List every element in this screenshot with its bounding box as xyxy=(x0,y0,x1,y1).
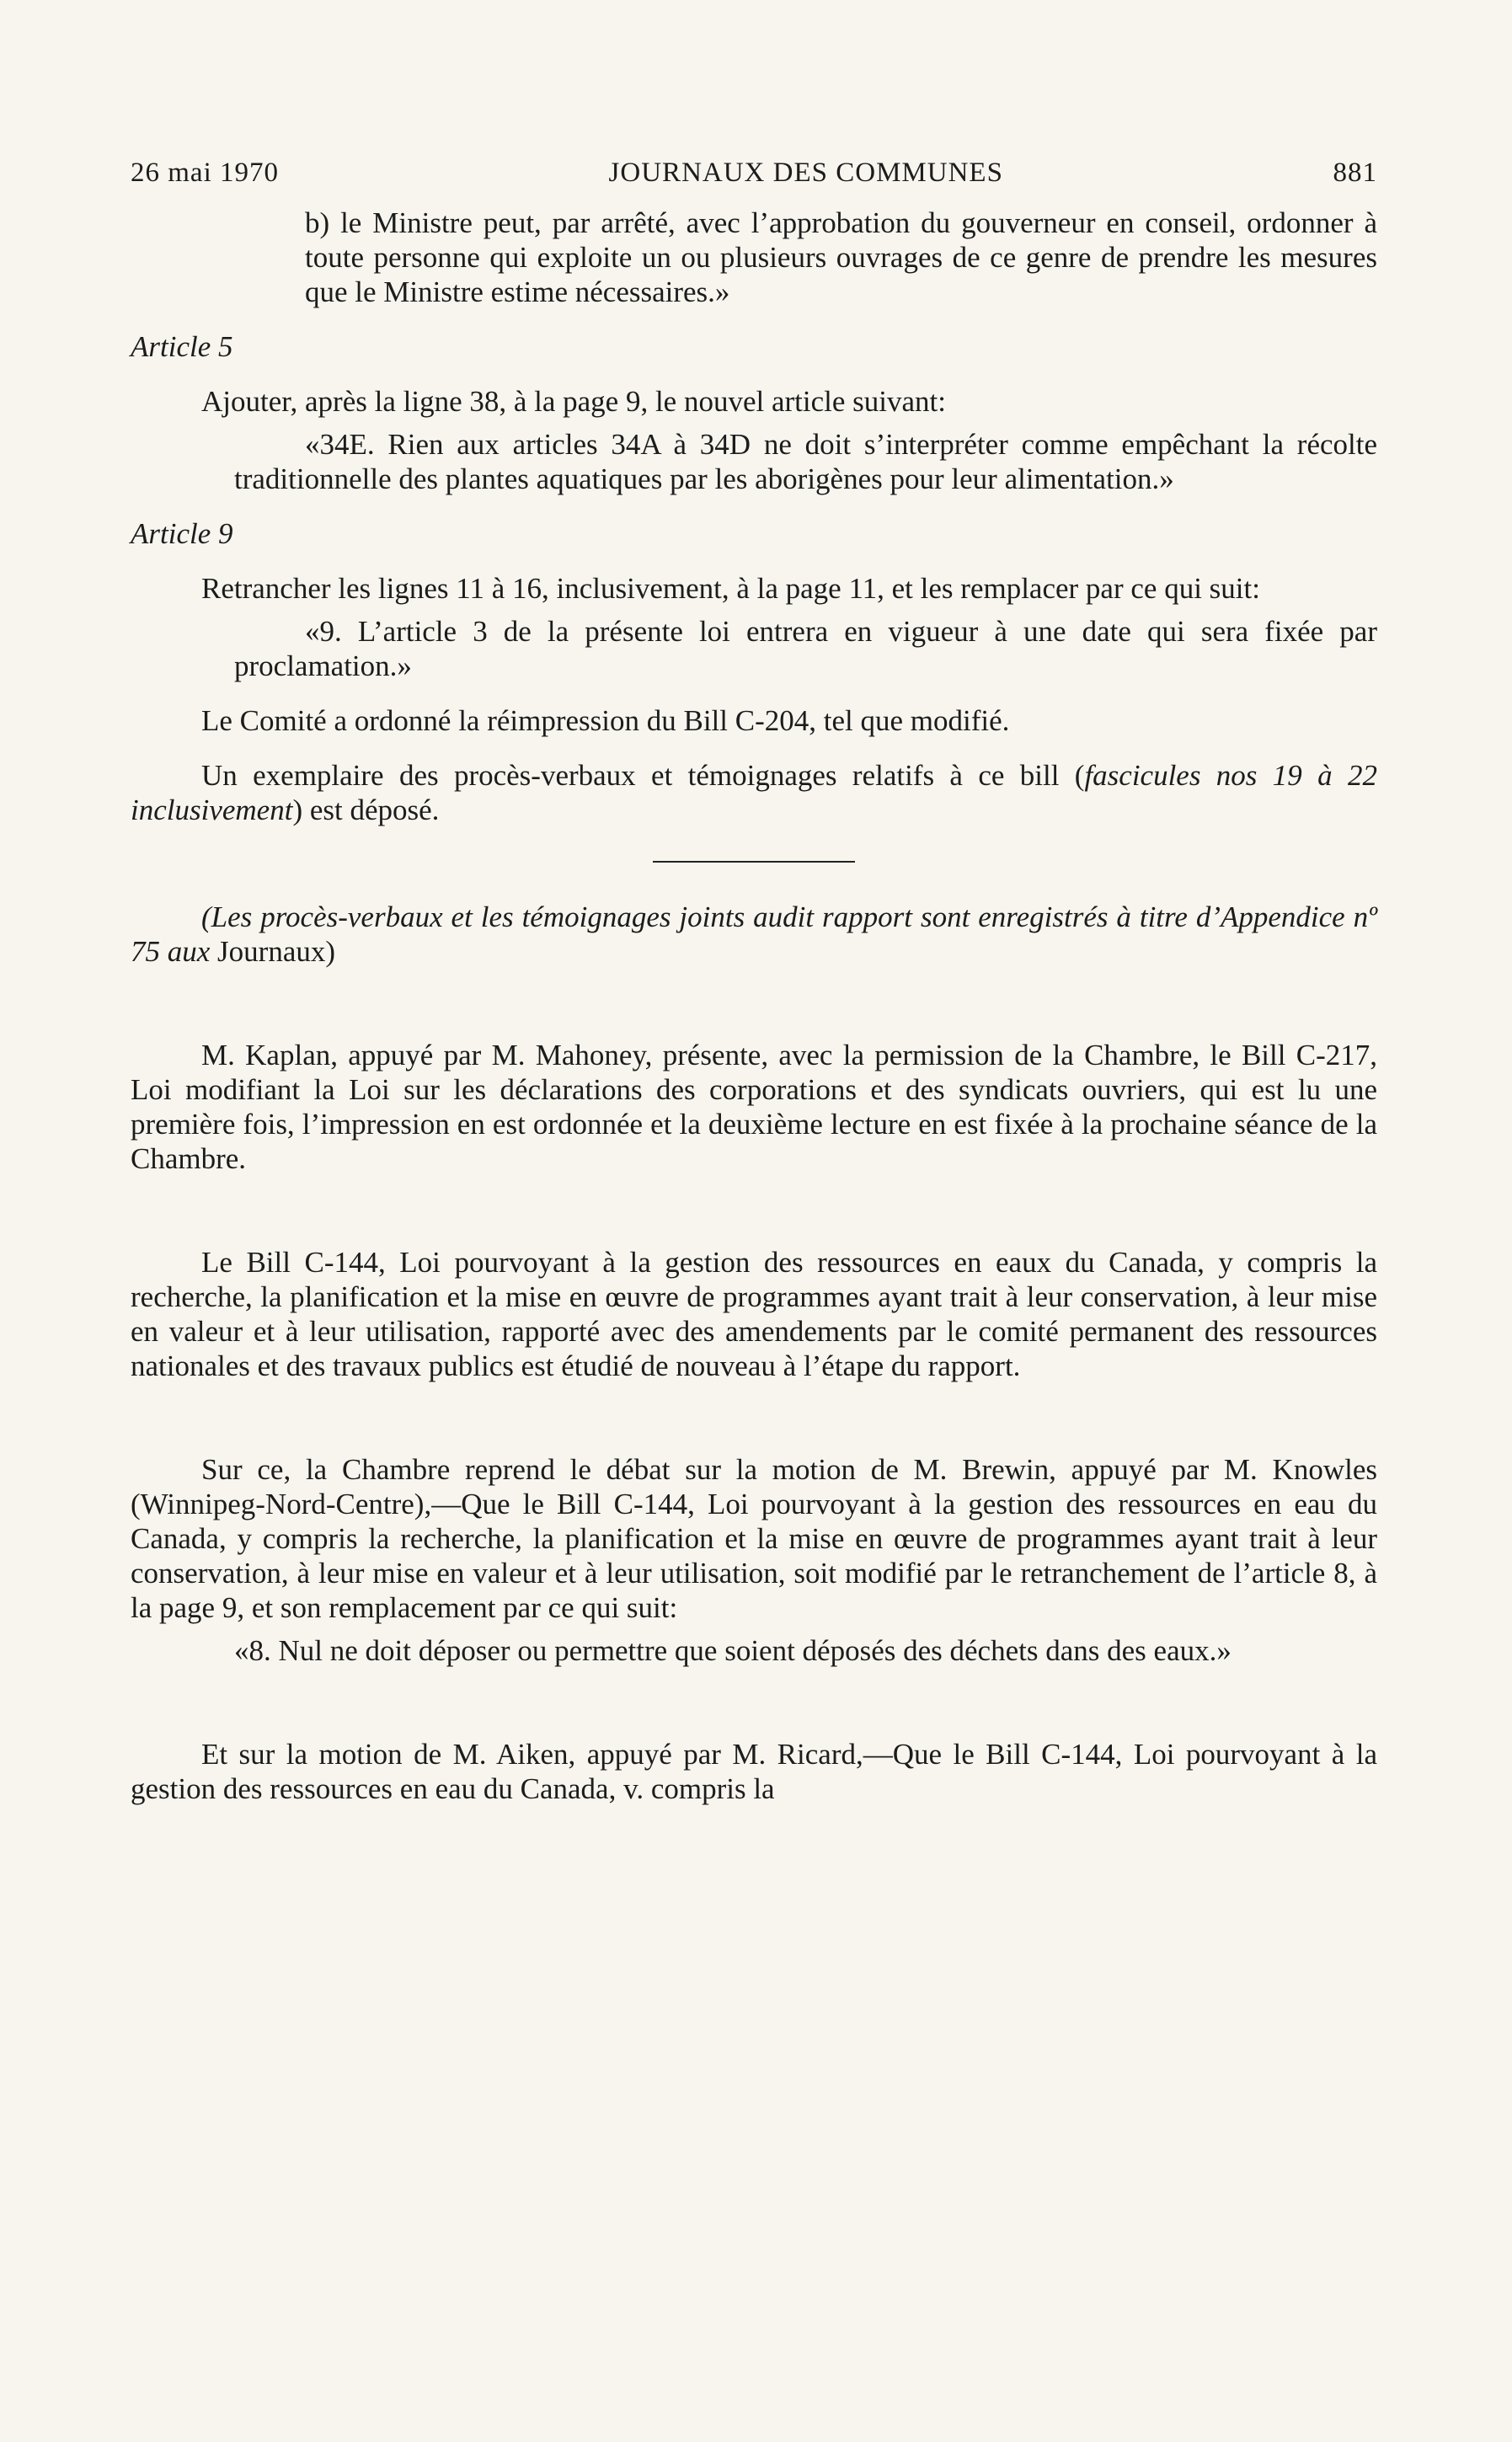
article-5-quote-text: «34E. Rien aux articles 34A à 34D ne doit s’interpréter comme empêchant la récolte traditionnelle des plantes aquatiques par les aborigènes pour leur alimentation.» xyxy=(234,428,1377,495)
article-5-quote xyxy=(234,427,1377,496)
article-5-text: Ajouter, après la ligne 38, à la page 9, le nouvel article suivant: xyxy=(201,385,946,418)
deposit-text-end: ) est déposé. xyxy=(292,794,440,826)
header-title: JOURNAUX DES COMMUNES xyxy=(608,158,1003,188)
journal-page xyxy=(131,156,1377,1806)
appendix-note xyxy=(131,900,1377,969)
brewin-motion-quote: «8. Nul ne doit déposer ou permettre que soient déposés des déchets dans des eaux.» xyxy=(234,1634,1232,1667)
brewin-motion-paragraph: Sur ce, la Chambre reprend le débat sur la motion de M. Brewin, appuyé par M. Knowles (Winnipeg-Nord-Centre),—Que le Bill C-144, Loi pourvoyant à la gestion des ressources en eau du Canada, y compris la recherche, la planification et la mise en œuvre de programmes ayant trait à leur conservation, à leur mise en valeur et à leur utilisation, soit modifié par le retranchement de l’article 8, à la page 9, et son remplacement par ce qui suit: xyxy=(131,1453,1377,1624)
article-5-heading: Article 5 xyxy=(131,330,233,363)
deposit-text-italic: fascicules nos 19 à 22 inclusivement xyxy=(131,759,1377,826)
reprint-paragraph: Le Comité a ordonné la réimpression du Bill C-204, tel que modifié. xyxy=(201,704,1010,737)
paragraph-item-b: b) le Ministre peut, par arrêté, avec l’approbation du gouverneur en conseil, ordonner à toute personne qui exploite un ou plusieurs ouvrages de ce genre de prendre les mesures que le Ministre estime nécessaires.» xyxy=(305,206,1377,308)
section-divider xyxy=(653,861,855,863)
aiken-motion-paragraph: Et sur la motion de M. Aiken, appuyé par M. Ricard,—Que le Bill C-144, Loi pourvoyant à la gestion des ressources en eau du Canada, v. compris la xyxy=(131,1738,1377,1805)
bill-c144-paragraph: Le Bill C-144, Loi pourvoyant à la gestion des ressources en eaux du Canada, y compris la recherche, la planification et la mise en œuvre de programmes ayant trait à leur conservation, à leur mise en valeur et à leur utilisation, rapporté avec des amendements par le comité permanent des ressources nationales et des travaux publics est étudié de nouveau à l’étape du rapport. xyxy=(131,1246,1377,1382)
page-header xyxy=(131,156,1377,190)
deposit-paragraph xyxy=(131,758,1377,827)
article-9-quote xyxy=(234,614,1377,683)
appendix-note-italic: (Les procès-verbaux et les témoignages joints audit rapport sont enregistrés à titre d’Appendice nº 75 aux xyxy=(131,900,1377,968)
article-9-text: Retrancher les lignes 11 à 16, inclusivement, à la page 11, et les remplacer par ce qui suit: xyxy=(201,572,1260,605)
header-date: 26 mai 1970 xyxy=(131,158,279,188)
appendix-note-end: Journaux) xyxy=(210,935,336,968)
article-9-heading: Article 9 xyxy=(131,517,233,550)
kaplan-paragraph: M. Kaplan, appuyé par M. Mahoney, présente, avec la permission de la Chambre, le Bill C-217, Loi modifiant la Loi sur les déclarations des corporations et des syndicats ouvriers, qui est lu une première fois, l’impression en est ordonnée et la deuxième lecture en est fixée à la prochaine séance de la Chambre. xyxy=(131,1039,1377,1175)
deposit-text-start: Un exemplaire des procès-verbaux et témoignages relatifs à ce bill ( xyxy=(201,759,1085,792)
header-page-number: 881 xyxy=(1333,158,1377,188)
article-9-quote-text: «9. L’article 3 de la présente loi entrera en vigueur à une date qui sera fixée par proclamation.» xyxy=(234,615,1377,682)
